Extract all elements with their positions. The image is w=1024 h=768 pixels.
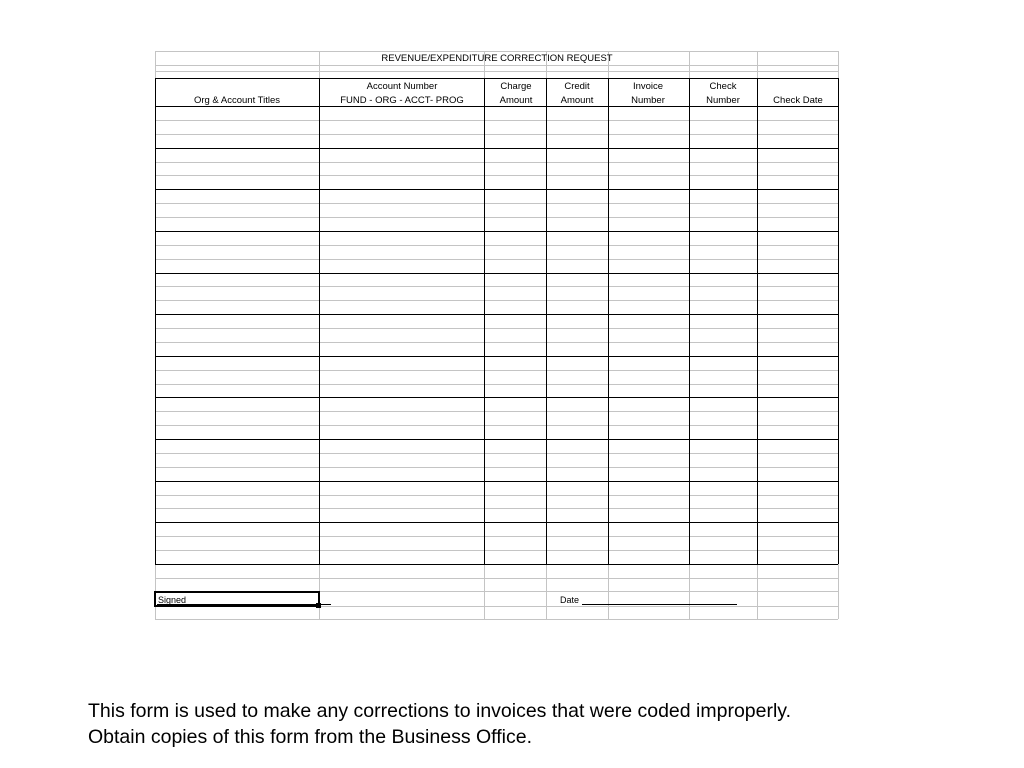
form-caption	[88, 698, 988, 750]
header-fund-org-acct-prog: FUND - ORG - ACCT- PROG	[340, 95, 464, 106]
column-headers	[194, 81, 823, 106]
header-check: Check	[709, 81, 737, 92]
form-grid-light	[155, 51, 839, 620]
header-credit: Credit	[564, 81, 590, 92]
header-credit-amount: Amount	[560, 95, 594, 106]
header-org-account-titles: Org & Account Titles	[193, 95, 281, 106]
header-charge-amount: Amount	[499, 95, 533, 106]
header-invoice-number: Number	[631, 95, 665, 106]
header-charge: Charge	[500, 81, 532, 92]
signed-field[interactable]	[155, 592, 331, 608]
cell-fill-handle[interactable]	[316, 603, 321, 608]
form-grid-dark	[155, 78, 839, 565]
header-invoice: Invoice	[632, 81, 664, 92]
form-title: REVENUE/EXPENDITURE CORRECTION REQUEST	[381, 53, 613, 64]
caption-line-1: This form is used to make any corrections to invoices that were coded improperly.	[88, 700, 792, 722]
signed-label: Signed	[158, 595, 187, 605]
date-label: Date	[560, 595, 580, 605]
date-field[interactable]	[560, 595, 737, 605]
caption-line-2: Obtain copies of this form from the Business Office.	[88, 726, 532, 748]
header-account-number: Account Number	[366, 81, 438, 92]
header-check-date: Check Date	[773, 95, 823, 106]
header-check-number: Number	[706, 95, 740, 106]
